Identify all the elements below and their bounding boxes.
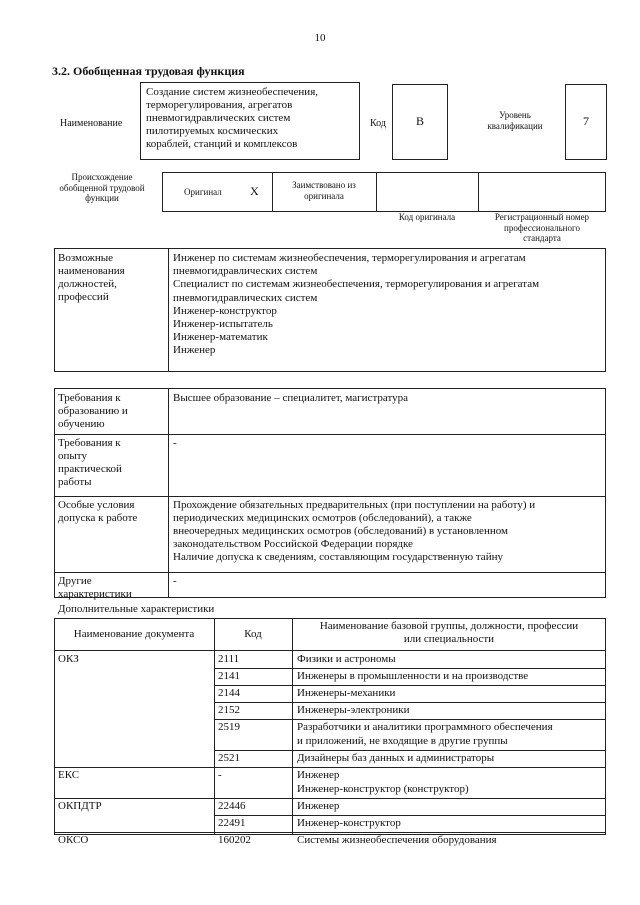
requirement-value: -: [173, 575, 177, 587]
code-cell: 2111: [218, 653, 240, 665]
group-name-cell: Дизайнеры баз данных и администраторы: [297, 752, 495, 764]
header-doc: Наименование документа: [73, 628, 195, 640]
level-label: Уровень квалификации: [487, 110, 543, 131]
original-mark: X: [250, 184, 259, 198]
requirement-label: Требования к образованию и обучению: [58, 392, 128, 430]
origin-code-caption: Код оригинала: [398, 212, 456, 222]
code-cell: -: [218, 769, 222, 781]
group-name-cell: Инженеры-электроники: [297, 704, 410, 716]
group-name-cell: Инженер: [297, 800, 340, 812]
group-name-cell: Инженеры-механики: [297, 687, 396, 699]
requirement-value: Высшее образование – специалитет, магистратура: [173, 392, 409, 404]
code-cell: 160202: [218, 834, 251, 846]
function-name: Создание систем жизнеобеспечения, терморегулирования, агрегатов пневмогидравлических систем пилотируемых космических кораблей, станций и комплексов: [146, 86, 319, 150]
group-name-cell: Системы жизнеобеспечения оборудования: [297, 834, 497, 846]
group-name-cell: Инженеры в промышленности и на производстве: [297, 670, 529, 682]
requirement-value: Прохождение обязательных предварительных (при поступлении на работу) и периодических медицинских осмотров (обследований), а также внеочередных медицинских осмотров (обследований) в установленном законодательством Российской Федерации порядке Наличие допуска к сведениям, составляющим государственную тайну: [173, 499, 536, 563]
positions-list: Инженер по системам жизнеобеспечения, терморегулирования и агрегатам пневмогидравлических систем Специалист по системам жизнеобеспечения, терморегулирования и агрегатам пневмогидравлических систем Инженер-конструктор Инженер-испытатель Инженер-математик Инженер: [173, 252, 540, 357]
header-name: Наименование базовой группы, должности, профессии или специальности: [319, 620, 579, 645]
group-name-cell: Инженер Инженер-конструктор (конструктор): [297, 769, 469, 795]
original-label: Оригинал: [184, 187, 222, 197]
level-value: 7: [583, 114, 589, 128]
code-label: Код: [370, 118, 386, 129]
code-value: B: [415, 114, 424, 128]
code-cell: 2144: [218, 687, 240, 699]
doc-name-cell: ОКСО: [58, 834, 89, 846]
requirement-value: -: [173, 437, 177, 449]
borrowed-label: Заимствовано из оригинала: [292, 180, 356, 201]
doc-name-cell: ОКПДТР: [58, 800, 102, 812]
doc-name-cell: ЕКС: [58, 769, 80, 781]
code-cell: 2141: [218, 670, 240, 682]
origin-row: [162, 172, 606, 212]
page-number: 10: [314, 32, 326, 44]
requirement-label: Другие характеристики: [58, 575, 132, 600]
group-name-cell: Разработчики и аналитики программного обеспечения и приложений, не входящие в другие группы: [297, 721, 553, 747]
code-cell: 2152: [218, 704, 240, 716]
group-name-cell: Физики и астрономы: [297, 653, 396, 665]
group-name-cell: Инженер-конструктор: [297, 817, 401, 829]
requirement-label: Особые условия допуска к работе: [58, 499, 138, 524]
code-cell: 2519: [218, 721, 240, 733]
additional-title: Дополнительные характеристики: [58, 603, 215, 615]
code-cell: 2521: [218, 752, 240, 764]
origin-label: Происхождение обобщенной трудовой функции: [59, 172, 145, 204]
section-title: 3.2. Обобщенная трудовая функция: [52, 64, 245, 78]
reg-number-caption: Регистрационный номер профессионального стандарта: [494, 212, 590, 244]
doc-name-cell: ОКЗ: [58, 653, 79, 665]
requirement-label: Требования к опыту практической работы: [58, 437, 122, 488]
name-label: Наименование: [60, 118, 123, 129]
code-cell: 22446: [218, 800, 246, 812]
header-code: Код: [244, 628, 262, 640]
code-cell: 22491: [218, 817, 246, 829]
positions-label: Возможные наименования должностей, профессий: [58, 252, 125, 303]
